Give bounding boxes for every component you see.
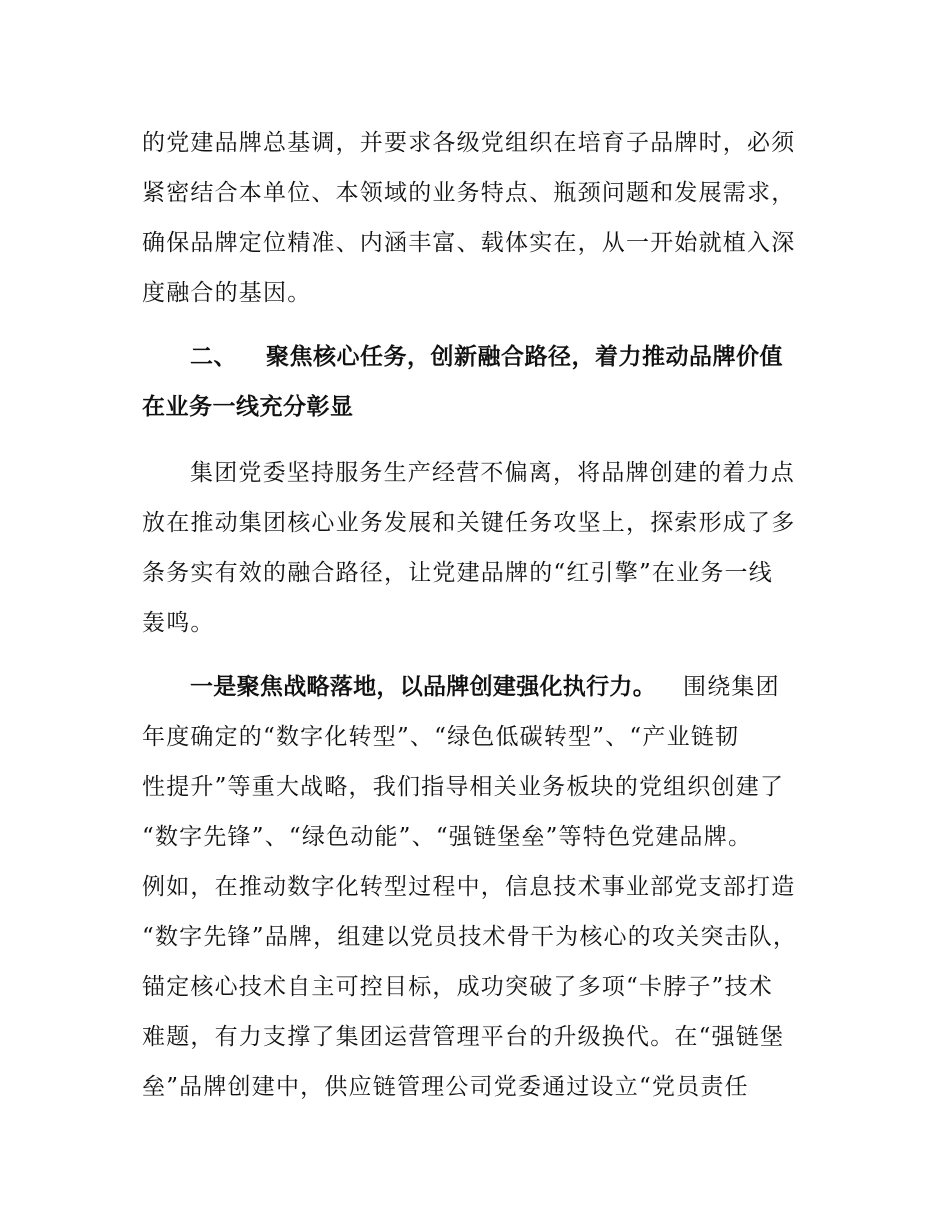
- paragraph-3-line-4: “数字先锋”、“绿色动能”、“强链堡垒”等特色党建品牌。: [142, 824, 753, 850]
- paragraph-1-line-1: 的党建品牌总基调，并要求各级党组织在培育子品牌时，必须: [142, 130, 796, 156]
- paragraph-3-line-7: 锚定核心技术自主可控目标，成功突破了多项“卡脖子”技术: [142, 974, 773, 1000]
- paragraph-1-line-2: 紧密结合本单位、本领域的业务特点、瓶颈问题和发展需求，: [142, 180, 796, 206]
- paragraph-1-line-4: 度融合的基因。: [142, 280, 312, 306]
- paragraph-3-line-5: 例如，在推动数字化转型过程中，信息技术事业部党支部打造: [142, 874, 796, 900]
- paragraph-3-line-6: “数字先锋”品牌，组建以党员技术骨干为核心的攻关突击队，: [142, 924, 798, 950]
- section-title-part-1: 聚焦核心任务，创新融合路径，着力推动品牌价值: [266, 344, 784, 370]
- paragraph-1-line-3: 确保品牌定位精准、内涵丰富、载体实在，从一开始就植入深: [142, 230, 796, 256]
- paragraph-2-line-1: 集团党委坚持服务生产经营不偏离，将品牌创建的着力点: [190, 460, 795, 486]
- paragraph-2-line-3: 条务实有效的融合路径，让党建品牌的“红引擎”在业务一线: [142, 560, 773, 586]
- paragraph-3-line-1: [190, 672, 780, 702]
- paragraph-3-bold-lead: 一是聚焦战略落地，以品牌创建强化执行力。: [190, 674, 656, 700]
- paragraph-3-line-2: 年度确定的“数字化转型”、“绿色低碳转型”、“产业链韧: [142, 724, 740, 750]
- paragraph-3-lead-rest: 围绕集团: [683, 674, 780, 700]
- paragraph-3-line-8: 难题，有力支撑了集团运营管理平台的升级换代。在“强链堡: [142, 1024, 785, 1050]
- section-number: 二、: [190, 344, 237, 370]
- section-heading-line-2: 在业务一线充分彰显: [142, 394, 354, 420]
- paragraph-2-line-2: 放在推动集团核心业务发展和关键任务攻坚上，探索形成了多: [142, 510, 796, 536]
- section-heading-line-1: [190, 342, 783, 372]
- paragraph-2-line-4: 轰鸣。: [142, 610, 215, 636]
- paragraph-3-line-9: 垒”品牌创建中，供应链管理公司党委通过设立“党员责任: [142, 1074, 749, 1100]
- paragraph-3-line-3: 性提升”等重大战略，我们指导相关业务板块的党组织创建了: [142, 774, 785, 800]
